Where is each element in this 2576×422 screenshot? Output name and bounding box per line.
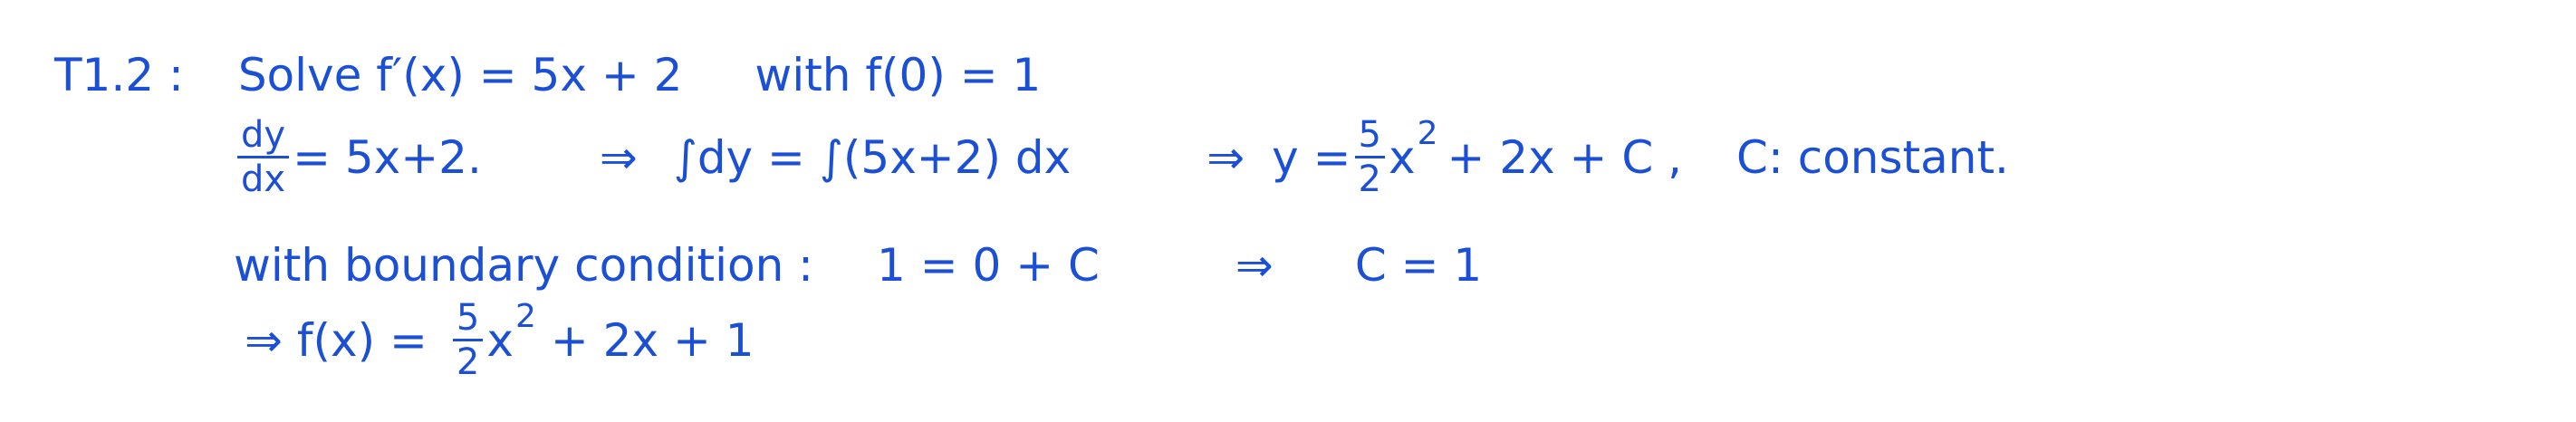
- y-power: 2: [1417, 114, 1438, 152]
- implies-arrow-3: ⇒: [1235, 239, 1274, 292]
- implies-arrow-4: ⇒: [245, 313, 283, 367]
- y-variable: x: [1388, 130, 1416, 184]
- y-lhs: y =: [1272, 130, 1351, 184]
- integral-expression: ∫dy = ∫(5x+2) dx: [673, 130, 1072, 184]
- coefficient-denominator: 2: [1358, 158, 1381, 200]
- implies-arrow-1: ⇒: [599, 130, 638, 184]
- answer-lhs: f(x) =: [296, 313, 428, 367]
- boundary-result: C = 1: [1354, 239, 1483, 292]
- problem-line: [54, 49, 1042, 101]
- problem-label: T1.2 :: [54, 49, 184, 101]
- derivative-rhs: = 5x+2.: [293, 130, 482, 184]
- boundary-equation: 1 = 0 + C: [877, 239, 1100, 292]
- answer-coefficient-numerator: 5: [456, 297, 480, 339]
- boundary-line: [234, 239, 1483, 292]
- answer-variable: x: [486, 313, 514, 367]
- answer-coefficient-denominator: 2: [456, 341, 480, 383]
- problem-statement: Solve f′(x) = 5x + 2: [237, 49, 683, 101]
- constant-note: C: constant.: [1736, 130, 2009, 184]
- implies-arrow-2: ⇒: [1206, 130, 1245, 184]
- coefficient-fraction: [1355, 116, 1385, 198]
- dy-dx-fraction: [237, 116, 289, 198]
- coefficient-numerator: 5: [1358, 114, 1381, 156]
- derivation-line: [234, 116, 2009, 198]
- answer-line: [245, 299, 755, 381]
- problem-condition: with f(0) = 1: [755, 49, 1042, 101]
- y-rest: + 2x + C ,: [1447, 130, 1683, 184]
- fraction-numerator: dy: [241, 114, 286, 156]
- answer-coefficient-fraction: [453, 299, 483, 381]
- answer-power: 2: [514, 297, 536, 335]
- answer-rest: + 2x + 1: [550, 313, 755, 367]
- boundary-text: with boundary condition :: [234, 239, 814, 292]
- fraction-denominator: dx: [241, 158, 286, 200]
